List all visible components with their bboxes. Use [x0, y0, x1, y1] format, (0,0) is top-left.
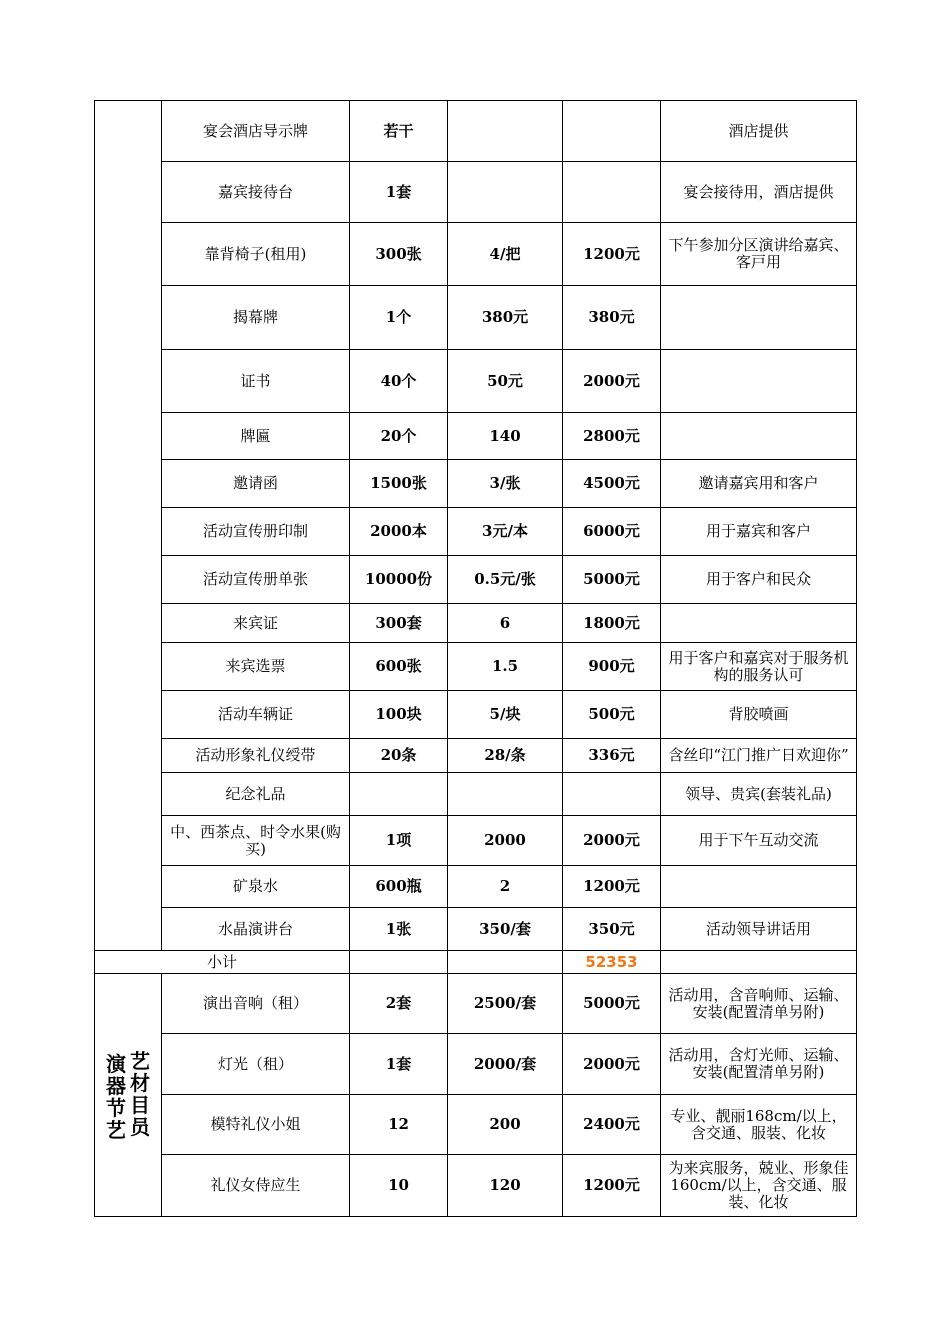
item-cell: 活动宣传册单张	[162, 556, 350, 604]
qty-cell: 1张	[350, 908, 448, 951]
table-row	[95, 556, 857, 604]
note-cell: 宴会接待用，酒店提供	[661, 162, 857, 223]
group-label-char: 艺	[130, 1048, 150, 1073]
total-cell: 5000元	[563, 974, 661, 1034]
unit-price-cell: 140	[448, 413, 563, 460]
note-cell: 为来宾服务，兢业、形象佳160cm/以上，含交通、服装、化妆	[661, 1155, 857, 1217]
item-cell: 靠背椅子(租用)	[162, 223, 350, 286]
total-cell: 2400元	[563, 1095, 661, 1155]
group-label-char: 员	[130, 1114, 150, 1139]
note-cell: 下午参加分区演讲给嘉宾、客戸用	[661, 223, 857, 286]
table-row	[95, 866, 857, 908]
unit-price-cell: 3元/本	[448, 508, 563, 556]
group-label-vertical	[99, 1050, 157, 1141]
note-cell: 用于下午互动交流	[661, 816, 857, 866]
total-cell: 350元	[563, 908, 661, 951]
qty-cell	[350, 773, 448, 816]
note-cell	[661, 413, 857, 460]
table-row	[95, 773, 857, 816]
qty-cell: 12	[350, 1095, 448, 1155]
group-label-col-right	[130, 1050, 150, 1141]
unit-price-cell: 3/张	[448, 460, 563, 508]
unit-price-cell: 2000/套	[448, 1034, 563, 1095]
unit-price-cell: 2500/套	[448, 974, 563, 1034]
total-cell: 1800元	[563, 604, 661, 643]
item-cell: 揭幕牌	[162, 286, 350, 350]
subtotal-row	[95, 951, 857, 974]
note-cell: 活动用，含音响师、运输、安装(配置清单另附)	[661, 974, 857, 1034]
unit-price-cell: 380元	[448, 286, 563, 350]
unit-price-cell: 50元	[448, 350, 563, 413]
table-row	[95, 413, 857, 460]
subtotal-empty-cell	[661, 951, 857, 974]
group-label-char: 器	[106, 1073, 126, 1098]
item-cell: 水晶演讲台	[162, 908, 350, 951]
note-cell: 专业、靓丽168cm/以上，含交通、服装、化妆	[661, 1095, 857, 1155]
table-row	[95, 101, 857, 162]
table-row	[95, 816, 857, 866]
note-cell	[661, 866, 857, 908]
item-cell: 宴会酒店导示牌	[162, 101, 350, 162]
table-row	[95, 350, 857, 413]
subtotal-value: 52353	[563, 951, 661, 974]
total-cell: 1200元	[563, 223, 661, 286]
group-label-char: 目	[130, 1092, 150, 1117]
item-cell: 来宾证	[162, 604, 350, 643]
qty-cell: 40个	[350, 350, 448, 413]
table-row	[95, 223, 857, 286]
group-label-char: 演	[106, 1051, 126, 1076]
subtotal-label: 小计	[95, 951, 350, 974]
table-row	[95, 460, 857, 508]
table-row	[95, 908, 857, 951]
note-cell: 含丝印“江门推广日欢迎你”	[661, 739, 857, 773]
group-cell-materials	[95, 101, 162, 951]
qty-cell: 20条	[350, 739, 448, 773]
total-cell: 4500元	[563, 460, 661, 508]
total-cell: 380元	[563, 286, 661, 350]
item-cell: 纪念礼品	[162, 773, 350, 816]
unit-price-cell: 1.5	[448, 643, 563, 691]
total-cell	[563, 101, 661, 162]
unit-price-cell: 28/条	[448, 739, 563, 773]
note-cell: 领导、贵宾(套装礼品)	[661, 773, 857, 816]
total-cell: 6000元	[563, 508, 661, 556]
unit-price-cell: 350/套	[448, 908, 563, 951]
table-row	[95, 739, 857, 773]
unit-price-cell: 6	[448, 604, 563, 643]
qty-cell: 1套	[350, 162, 448, 223]
note-cell: 用于客户和民众	[661, 556, 857, 604]
unit-price-cell	[448, 101, 563, 162]
total-cell: 2000元	[563, 350, 661, 413]
group-label-col-left	[106, 1050, 126, 1141]
qty-cell: 1个	[350, 286, 448, 350]
qty-cell: 1项	[350, 816, 448, 866]
budget-table	[94, 100, 857, 1217]
item-cell: 矿泉水	[162, 866, 350, 908]
unit-price-cell: 2000	[448, 816, 563, 866]
group-label-char: 节	[106, 1095, 126, 1120]
qty-cell: 100块	[350, 691, 448, 739]
note-cell: 邀请嘉宾用和客户	[661, 460, 857, 508]
table-row	[95, 1155, 857, 1217]
unit-price-cell	[448, 773, 563, 816]
item-cell: 礼仪女侍应生	[162, 1155, 350, 1217]
item-cell: 活动车辆证	[162, 691, 350, 739]
table-row	[95, 604, 857, 643]
note-cell: 背胶喷画	[661, 691, 857, 739]
unit-price-cell: 5/块	[448, 691, 563, 739]
total-cell	[563, 162, 661, 223]
group-cell-performance	[95, 974, 162, 1217]
total-cell	[563, 773, 661, 816]
item-cell: 证书	[162, 350, 350, 413]
qty-cell: 20个	[350, 413, 448, 460]
qty-cell: 300张	[350, 223, 448, 286]
item-cell: 中、西茶点、时令水果(购买)	[162, 816, 350, 866]
item-cell: 演出音响（租）	[162, 974, 350, 1034]
total-cell: 2000元	[563, 1034, 661, 1095]
table-row	[95, 286, 857, 350]
group-label-char: 艺	[106, 1117, 126, 1142]
table-row	[95, 643, 857, 691]
total-cell: 900元	[563, 643, 661, 691]
qty-cell: 10	[350, 1155, 448, 1217]
table-row	[95, 1095, 857, 1155]
subtotal-empty-cell	[448, 951, 563, 974]
note-cell	[661, 350, 857, 413]
item-cell: 邀请函	[162, 460, 350, 508]
total-cell: 2800元	[563, 413, 661, 460]
total-cell: 1200元	[563, 1155, 661, 1217]
item-cell: 牌匾	[162, 413, 350, 460]
group-label-char: 材	[130, 1070, 150, 1095]
unit-price-cell: 200	[448, 1095, 563, 1155]
item-cell: 活动宣传册印制	[162, 508, 350, 556]
item-cell: 灯光（租）	[162, 1034, 350, 1095]
qty-cell: 2套	[350, 974, 448, 1034]
qty-cell: 1套	[350, 1034, 448, 1095]
table-row	[95, 974, 857, 1034]
qty-cell: 300套	[350, 604, 448, 643]
qty-cell: 2000本	[350, 508, 448, 556]
total-cell: 336元	[563, 739, 661, 773]
total-cell: 1200元	[563, 866, 661, 908]
qty-cell: 1500张	[350, 460, 448, 508]
total-cell: 5000元	[563, 556, 661, 604]
item-cell: 模特礼仪小姐	[162, 1095, 350, 1155]
item-cell: 活动形象礼仪绶带	[162, 739, 350, 773]
qty-cell: 若干	[350, 101, 448, 162]
note-cell	[661, 604, 857, 643]
unit-price-cell: 0.5元/张	[448, 556, 563, 604]
note-cell: 用于嘉宾和客户	[661, 508, 857, 556]
budget-table-body	[95, 101, 857, 1217]
unit-price-cell: 2	[448, 866, 563, 908]
note-cell: 活动用，含灯光师、运输、安装(配置清单另附)	[661, 1034, 857, 1095]
unit-price-cell: 120	[448, 1155, 563, 1217]
note-cell: 活动领导讲话用	[661, 908, 857, 951]
item-cell: 来宾选票	[162, 643, 350, 691]
item-cell: 嘉宾接待台	[162, 162, 350, 223]
unit-price-cell	[448, 162, 563, 223]
note-cell	[661, 286, 857, 350]
qty-cell: 600瓶	[350, 866, 448, 908]
qty-cell: 600张	[350, 643, 448, 691]
unit-price-cell: 4/把	[448, 223, 563, 286]
table-row	[95, 691, 857, 739]
subtotal-empty-cell	[350, 951, 448, 974]
total-cell: 500元	[563, 691, 661, 739]
qty-cell: 10000份	[350, 556, 448, 604]
note-cell: 酒店提供	[661, 101, 857, 162]
table-row	[95, 508, 857, 556]
table-row	[95, 162, 857, 223]
total-cell: 2000元	[563, 816, 661, 866]
table-row	[95, 1034, 857, 1095]
note-cell: 用于客户和嘉宾对于服务机构的服务认可	[661, 643, 857, 691]
